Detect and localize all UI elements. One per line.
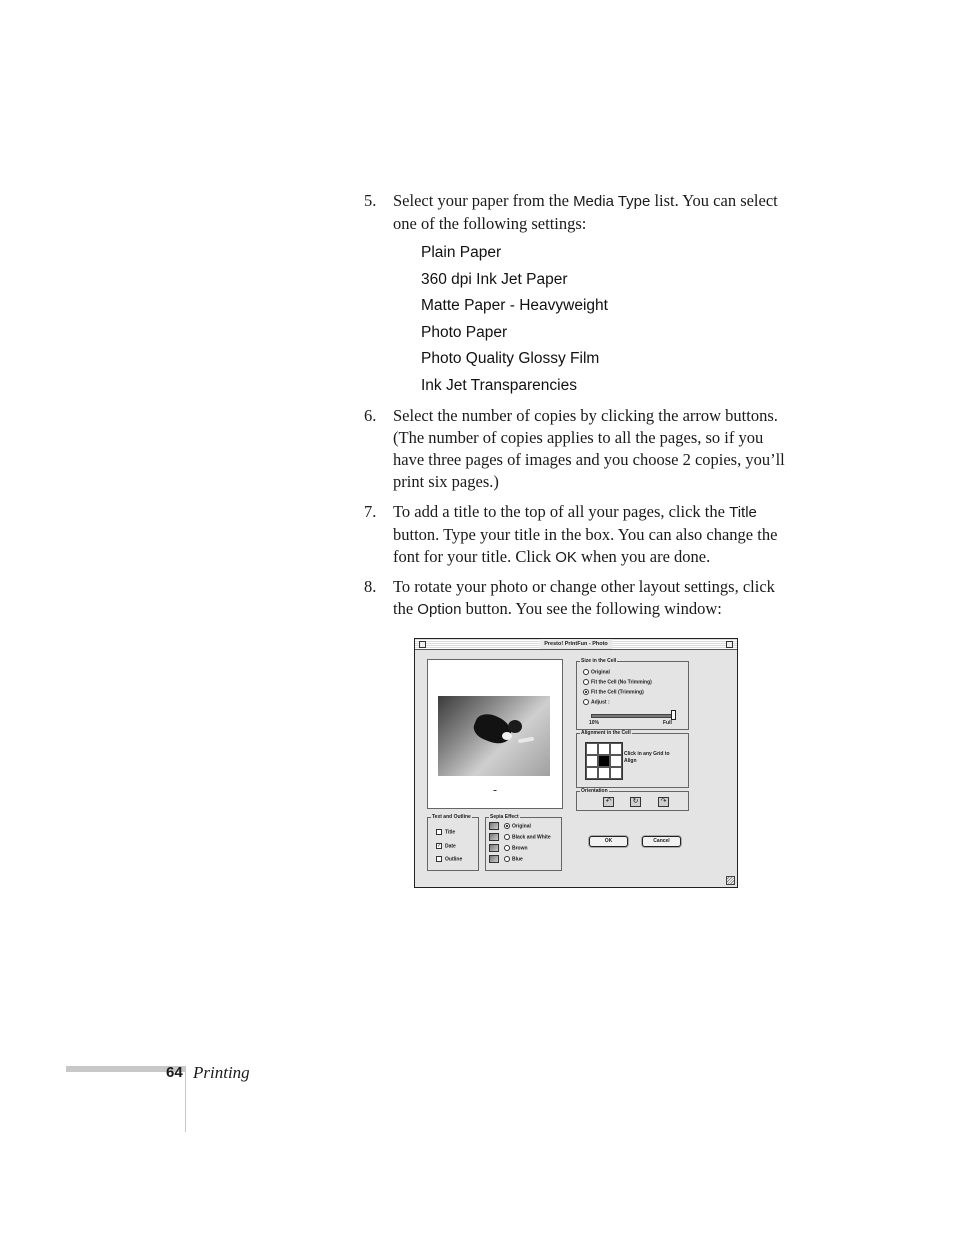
media-type-item: Photo Quality Glossy Film [421,350,600,367]
size-slider-thumb[interactable] [671,710,676,720]
option-label: Fit the Cell (Trimming) [591,689,644,696]
option-label: Date [445,843,456,850]
ok-button[interactable]: OK [589,836,628,847]
checkbox-checked-icon: ✓ [437,843,442,849]
option-label: Outline [445,856,463,863]
radio-icon [583,669,589,675]
sepia-option-blue[interactable] [489,855,523,863]
photo-options-dialog [414,638,738,888]
size-option-fit-trim[interactable] [583,689,644,696]
step-text-part: button. You see the following window: [461,599,722,618]
checkbox-date[interactable] [436,843,456,850]
preview-date-caption: ▬ [493,788,497,792]
orientation-group [576,788,689,811]
slider-min-label: 10% [589,720,600,726]
step-number: 8. [364,577,377,596]
radio-icon [504,856,510,862]
radio-icon [583,679,589,685]
option-label: Brown [512,845,528,852]
rotate-right-icon[interactable]: ↷ [658,797,669,807]
step-number: 6. [364,406,377,425]
photo-preview [427,659,563,809]
ui-term-media-type: Media Type [573,193,651,210]
alignment-grid [585,742,623,780]
grid-cell[interactable] [610,767,622,779]
option-label: Black and White [512,834,551,841]
close-box-icon[interactable] [419,641,426,648]
grid-cell-selected[interactable] [598,755,610,767]
sepia-effect-group [485,814,562,871]
group-label: Size in the Cell [581,658,617,664]
checkbox-icon [436,856,442,862]
ui-term-option: Option [417,601,462,618]
grid-cell[interactable] [598,743,610,755]
photo-thumb-icon [489,855,499,863]
cancel-button[interactable]: Cancel [642,836,681,847]
grid-cell[interactable] [610,755,622,767]
cat-head-shape [508,720,522,733]
radio-icon [583,699,589,705]
option-label: Blue [512,856,523,863]
photo-thumb-icon [489,844,499,852]
cat-paw-shape [518,737,534,744]
step-text-part: button. Type your title in the box. You can also change the font for your title. Click [393,525,778,566]
radio-icon [504,834,510,840]
alignment-hint: Click in any Grid to Align [624,751,670,764]
media-type-item: Plain Paper [421,244,502,261]
ui-term-ok: OK [555,549,577,566]
flip-icon[interactable]: ↻ [630,797,641,807]
size-in-cell-group [576,658,689,730]
cat-chest-shape [502,732,512,740]
sepia-option-original[interactable] [489,822,531,830]
section-name: Printing [193,1063,250,1082]
checkbox-icon [436,829,442,835]
cat-photo [438,696,550,776]
grid-cell[interactable] [598,767,610,779]
option-label: Fit the Cell (No Trimming) [591,679,652,686]
sepia-option-brown[interactable] [489,844,528,852]
media-type-item: Photo Paper [421,324,508,341]
step-text [393,501,793,569]
step-text [393,576,793,621]
resize-grip-icon[interactable] [726,876,735,885]
radio-selected-icon [504,823,510,829]
radio-icon [504,845,510,851]
grid-cell[interactable] [610,743,622,755]
media-type-item: Matte Paper - Heavyweight [421,297,608,314]
slider-max-label: Full [663,720,672,726]
step-text [393,190,793,235]
zoom-box-icon[interactable] [726,641,733,648]
step-text-part: To add a title to the top of all your pages, click the [393,502,730,521]
step-number: 7. [364,502,377,521]
sepia-option-bw[interactable] [489,833,551,841]
size-option-fit-no-trim[interactable] [583,679,652,686]
group-label: Alignment in the Cell [581,730,631,736]
grid-cell[interactable] [586,767,598,779]
dialog-titlebar [415,639,737,650]
page-number: 64 [166,1064,183,1081]
dialog-title: Presto! PrintFun - Photo [540,639,612,649]
step-text-part: Select your paper from the [393,191,574,210]
group-label: Orientation [581,788,608,794]
ui-term-title: Title [729,504,757,521]
checkbox-outline[interactable] [436,856,462,863]
footer-vertical-rule [185,1066,186,1132]
option-label: Original [512,823,531,830]
grid-cell[interactable] [586,755,598,767]
alignment-group [576,730,689,788]
rotate-left-icon[interactable]: ↶ [603,797,614,807]
grid-cell[interactable] [586,743,598,755]
step-text-part: list. You can select one of the following settings: [393,191,778,233]
size-option-original[interactable] [583,669,610,676]
option-label: Adjust : [591,699,610,706]
size-option-adjust[interactable] [583,699,610,706]
photo-thumb-icon [489,833,499,841]
radio-selected-icon [583,689,589,695]
media-type-item: Ink Jet Transparencies [421,377,577,394]
step-number: 5. [364,191,377,210]
option-label: Original [591,669,610,676]
checkbox-title[interactable] [436,829,455,836]
text-outline-group [427,814,479,871]
media-type-item: 360 dpi Ink Jet Paper [421,271,568,288]
step-text: Select the number of copies by clicking the arrow buttons. (The number of copies applies to all the pages, so if you have three pages of images and you choose 2 copies, you’ll print six pages.) [393,406,785,491]
option-label: Title [445,829,456,836]
step-text-part: when you are done. [576,547,711,566]
size-slider-track[interactable] [591,714,675,718]
group-label: Sepia Effect [490,814,519,820]
step-text-part: To rotate your photo or change other layout settings, click the [393,577,775,618]
photo-thumb-icon [489,822,499,830]
group-label: Text and Outline [432,814,471,820]
